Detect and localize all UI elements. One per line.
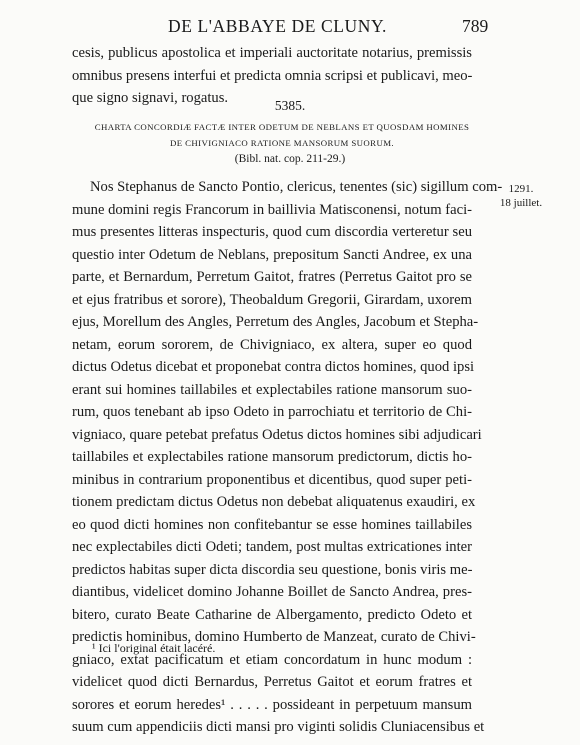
text-line: sorores et eorum heredes¹ . . . . . possideant in perpetuum mansum <box>72 696 472 713</box>
charter-title-line-1: CHARTA CONCORDIÆ FACTÆ INTER ODETUM DE NEBLANS ET QUOSDAM HOMINES <box>94 122 470 132</box>
page-number: 789 <box>462 16 489 36</box>
text-line: rum, quos tenebant ab ipso Odeto in parrochiatu et territorio de Chi- <box>72 404 472 420</box>
text-line: que signo signavi, rogatus. <box>72 90 229 106</box>
charter-title-line-2: DE CHIVIGNIACO RATIONE MANSORUM SUORUM. <box>169 138 395 148</box>
text-line: vigniaco, quare petebat prefatus Odetus dictos homines sibi adjudicari <box>72 426 482 443</box>
text-line: Nos Stephanus de Sancto Pontio, clericus, tenentes (sic) sigillum com- <box>90 179 503 195</box>
footnote: ¹ Ici l'original était lacéré. <box>92 641 216 655</box>
text-line: dictus Odetus dicebat et proponebat contra dictos homines, quod ipsi <box>72 359 475 375</box>
text-line: netam, eorum sororem, de Chivigniaco, ex altera, super eo quod <box>72 336 472 353</box>
running-head <box>0 16 580 36</box>
text-line: videlicet quod dicti Bernardus, Perretus Gaitot et eorum fratres et <box>72 674 472 690</box>
text-line: bitero, curato Beate Catharine de Albergamento, predicto Odeto et <box>72 606 472 623</box>
source-reference: (Bibl. nat. cop. 211-29.) <box>234 153 346 165</box>
text-line: gniaco, extat pacificatum et etiam concordatum in hunc modum : <box>72 651 472 668</box>
text-line: predictos habitas super dicta discordia seu questione, bonis viris me- <box>72 561 473 578</box>
text-line: predictis hominibus, domino Humberto de Manzeat, curato de Chivi- <box>72 629 476 645</box>
text-line: ejus, Morellum des Angles, Perretum des Angles, Jacobum et Stepha- <box>72 314 479 330</box>
text-line: questio inter Odetum de Neblans, prepositum Sancti Andree, ex una <box>72 246 472 263</box>
text-line: parte, et Bernardum, Perretum Gaitot, fratres (Perretus Gaitot pro se <box>72 269 472 285</box>
text-line: tionem predictam dictus Odetus non debebat aliquatenus exaudiri, ex <box>72 494 476 510</box>
running-title: DE L'ABBAYE DE CLUNY. <box>168 16 387 36</box>
text-line: erant sui homines taillabiles et explectabiles ratione mansorum suo- <box>72 381 472 398</box>
text-line: cesis, publicus apostolica et imperiali auctoritate notarius, premissis <box>72 45 472 61</box>
text-line: nec explectabiles dicti Odeti; tandem, post multas extricationes inter <box>72 539 472 555</box>
margin-day: 18 juillet. <box>499 197 543 209</box>
margin-year: 1291. <box>508 183 534 195</box>
text-line: et ejus fratribus et sorore), Theobaldum Gregorii, Girardam, uxorem <box>72 291 472 308</box>
text-line: omnibus presens interfui et predicta omnia scripsi et publicavi, meo- <box>72 67 473 84</box>
text-line: suum cum appendiciis dicti mansi pro viginti solidis Cluniacensibus et <box>72 719 485 735</box>
text-line: mune domini regis Francorum in baillivia Matisconensi, notum faci- <box>72 201 473 218</box>
charter-number: 5385. <box>274 98 306 113</box>
text-line: minibus in contrarium proponentibus et dicentibus, quod super peti- <box>72 471 472 488</box>
text-line: taillabiles et explectabiles ratione mansorum predictorum, dictis ho- <box>72 449 472 465</box>
text-line: diantibus, videlicet domino Johanne Boillet de Sancto Andrea, pres- <box>72 584 472 600</box>
text-line: eo quod dicti homines non confitebantur se esse homines taillabiles <box>72 516 472 533</box>
text-line: mus presentes litteras inspecturis, quod cum discordia verteretur seu <box>72 224 472 240</box>
